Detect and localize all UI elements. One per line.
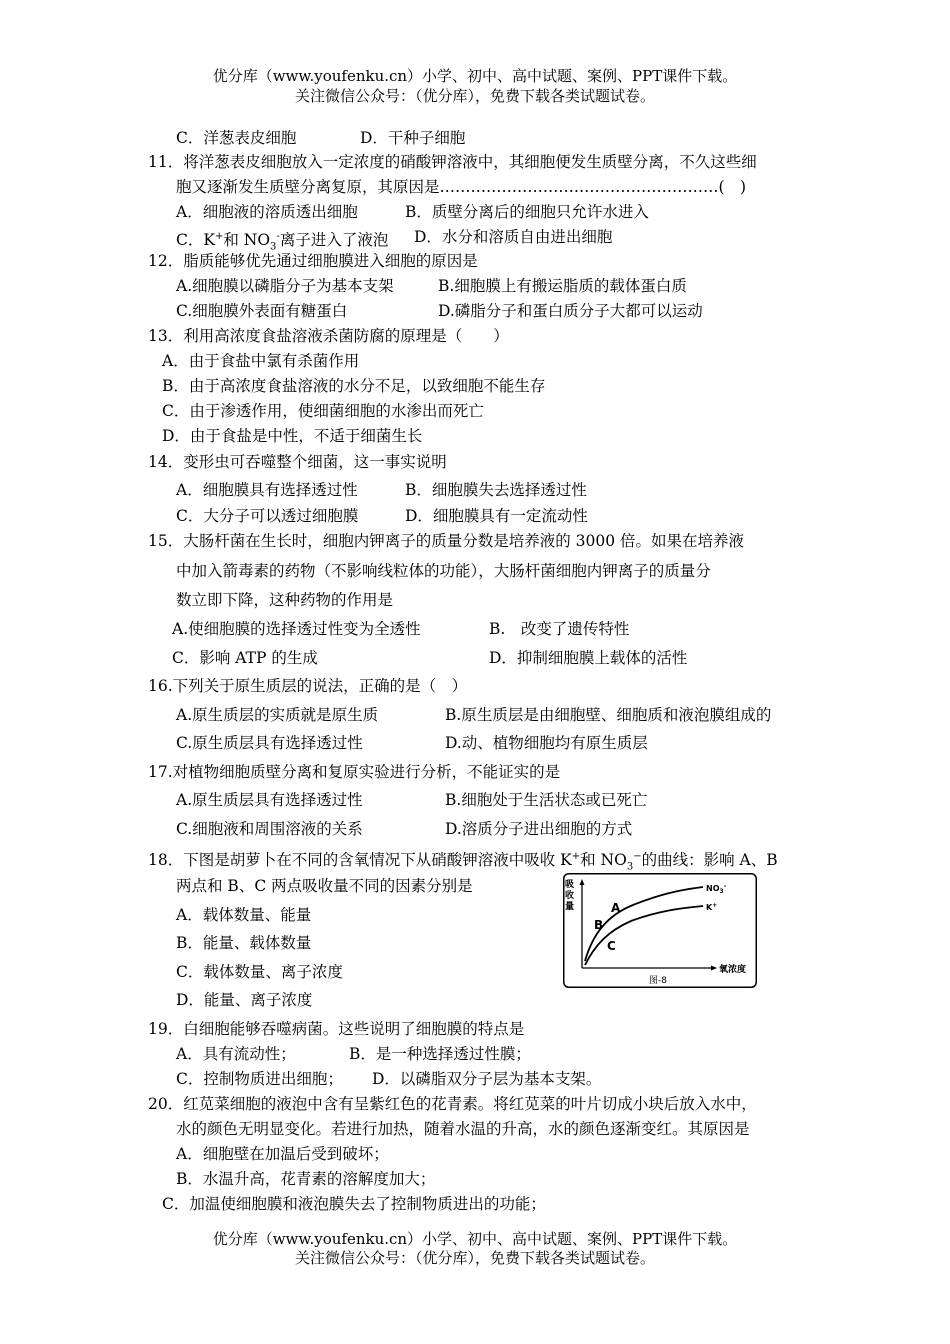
q15-option-d: D．抑制细胞膜上载体的活性 [489,649,688,667]
q11-c-sup2: - [276,231,280,242]
x-axis-label: 氧浓度 [719,965,747,975]
y-axis-label-1: 吸 [565,880,575,890]
q20-option-a: A．细胞壁在加温后受到破坏； [176,1145,389,1163]
q16-option-d: D.动、植物细胞均有原生质层 [445,734,648,752]
q12-option-d: D.磷脂分子和蛋白质分子大都可以运动 [438,302,703,320]
q14-option-d: D．细胞膜具有一定流动性 [405,507,588,525]
q15-option-c: C．影响 ATP 的生成 [172,649,318,667]
q20-stem-line-1: 20．红苋菜细胞的液泡中含有呈紫红色的花青素。将红苋菜的叶片切成小块后放入水中， [148,1095,757,1113]
q16-option-b: B.原生质层是由细胞壁、细胞质和液泡膜组成的 [445,706,772,724]
q17-option-a: A.原生质层具有选择透过性 [176,791,363,809]
q18-option-a: A．载体数量、能量 [176,906,312,924]
q18-stem-sup2: − [633,851,642,862]
q14-stem: 14．变形虫可吞噬整个细菌，这一事实说明 [148,453,447,471]
q17-stem: 17.对植物细胞质壁分离和复原实验进行分析，不能证实的是 [148,763,561,781]
q12-option-a: A.细胞膜以磷脂分子为基本支架 [176,277,394,295]
q11-option-b: B．质壁分离后的细胞只允许水进入 [405,203,649,221]
figure-caption: 图-8 [649,976,667,986]
q11-option-d: D．水分和溶质自由进出细胞 [414,228,613,246]
q18-stem-sup: + [571,851,581,862]
q19-option-d: D．以磷脂双分子层为基本支架。 [372,1070,602,1088]
q14-option-c: C．大分子可以透过细胞膜 [176,507,359,525]
q14-option-b: B．细胞膜失去选择透过性 [405,481,587,499]
q15-stem-line-3: 数立即下降，这种药物的作用是 [176,591,394,609]
q11-c-pre: C．K [176,231,215,250]
q18-option-b: B．能量、载体数量 [176,934,312,952]
q12-option-c: C.细胞膜外表面有糖蛋白 [176,302,348,320]
q15-stem-line-1: 15．大肠杆菌在生长时，细胞内钾离子的质量分数是培养液的 3000 倍。如果在培养液 [148,532,745,550]
q12-stem: 12．脂质能够优先通过细胞膜进入细胞的原因是 [148,252,478,270]
y-axis-label-2: 收 [565,891,575,901]
q13-option-d: D．由于食盐是中性，不适于细菌生长 [162,427,423,445]
q15-option-a: A.使细胞膜的选择透过性变为全透性 [172,620,421,638]
page-footer-line-1: 优分库（www.youfenku.cn）小学、初中、高中试题、案例、PPT课件下载。 [212,1230,738,1248]
q17-option-c: C.细胞液和周围溶液的关系 [176,820,363,838]
q11-stem-line-2: 胞又逐渐发生质壁分离复原，其原因是………………………………………………( ) [176,178,747,196]
q18-stem-post: 的曲线：影响 A、B [641,851,778,870]
q13-option-a: A．由于食盐中氯有杀菌作用 [162,352,360,370]
q18-stem-mid: 和 NO [580,851,627,870]
q16-option-c: C.原生质层具有选择透过性 [176,734,363,752]
q16-option-a: A.原生质层的实质就是原生质 [176,706,379,724]
q14-option-a: A．细胞膜具有选择透过性 [176,481,358,499]
q11-c-sup1: + [214,231,224,242]
point-a-label: A [611,901,621,915]
absorption-curve-figure [563,873,757,988]
q10-option-d: D．干种子细胞 [360,129,466,147]
q11-c-post: 离子进入了液泡 [279,231,389,250]
q11-c-mid: 和 NO [223,231,271,250]
q18-stem-sub: 3 [626,861,634,873]
q18-option-c: C．载体数量、离子浓度 [176,963,343,981]
k-label-sup: + [712,902,718,909]
page-header-line-2: 关注微信公众号：（优分库），免费下载各类试题试卷。 [294,87,655,105]
q13-option-b: B．由于高浓度食盐溶液的水分不足，以致细胞不能生存 [162,377,546,395]
q19-stem: 19．白细胞能够吞噬病菌。这些说明了细胞膜的特点是 [148,1020,525,1038]
q15-option-b: B. 改变了遗传特性 [489,620,630,638]
q19-option-b: B．是一种选择透过性膜； [349,1045,531,1063]
q11-c-sub: 3 [270,241,277,253]
y-axis-label-3: 量 [565,902,575,912]
q10-option-c: C．洋葱表皮细胞 [176,129,297,147]
q17-option-d: D.溶质分子进出细胞的方式 [445,820,633,838]
q19-option-c: C．控制物质进出细胞； [176,1070,343,1088]
page-footer-line-2: 关注微信公众号：（优分库），免费下载各类试题试卷。 [294,1249,655,1267]
point-c-label: C [607,939,616,953]
no3-label-sup: - [723,883,727,890]
q13-option-c: C．由于渗透作用，使细菌细胞的水渗出而死亡 [162,402,484,420]
q11-option-a: A．细胞液的溶质透出细胞 [176,203,358,221]
q16-stem: 16.下列关于原生质层的说法，正确的是（ ） [148,677,468,695]
q17-option-b: B.细胞处于生活状态或已死亡 [445,791,648,809]
q11-stem-line-1: 11．将洋葱表皮细胞放入一定浓度的硝酸钾溶液中，其细胞便发生质壁分离，不久这些细 [148,153,757,171]
q19-option-a: A．具有流动性； [176,1045,296,1063]
q15-stem-line-2: 中加入箭毒素的药物（不影响线粒体的功能），大肠杆菌细胞内钾离子的质量分 [176,562,711,580]
q18-stem-pre: 18．下图是胡萝卜在不同的含氧情况下从硝酸钾溶液中吸收 K [148,851,572,870]
page-header-line-1: 优分库（www.youfenku.cn）小学、初中、高中试题、案例、PPT课件下载。 [212,67,738,85]
q20-option-c: C．加温使细胞膜和液泡膜失去了控制物质进出的功能； [162,1195,546,1213]
point-b-label: B [594,918,604,932]
q13-stem: 13．利用高浓度食盐溶液杀菌防腐的原理是（ ） [148,327,509,345]
q18-stem-line-2: 两点和 B、C 两点吸收量不同的因素分别是 [176,877,473,895]
q20-stem-line-2: 水的颜色无明显变化。若进行加热，随着水温的升高，水的颜色逐渐变红。其原因是 [176,1120,750,1138]
no3-label-sub: 3 [719,888,724,895]
q18-option-d: D．能量、离子浓度 [176,991,313,1009]
no3-label-text: NO [706,884,720,893]
q20-option-b: B．水温升高，花青素的溶解度加大； [176,1170,436,1188]
k-label-text: K [706,903,713,912]
q12-option-b: B.细胞膜上有搬运脂质的载体蛋白质 [438,277,687,295]
